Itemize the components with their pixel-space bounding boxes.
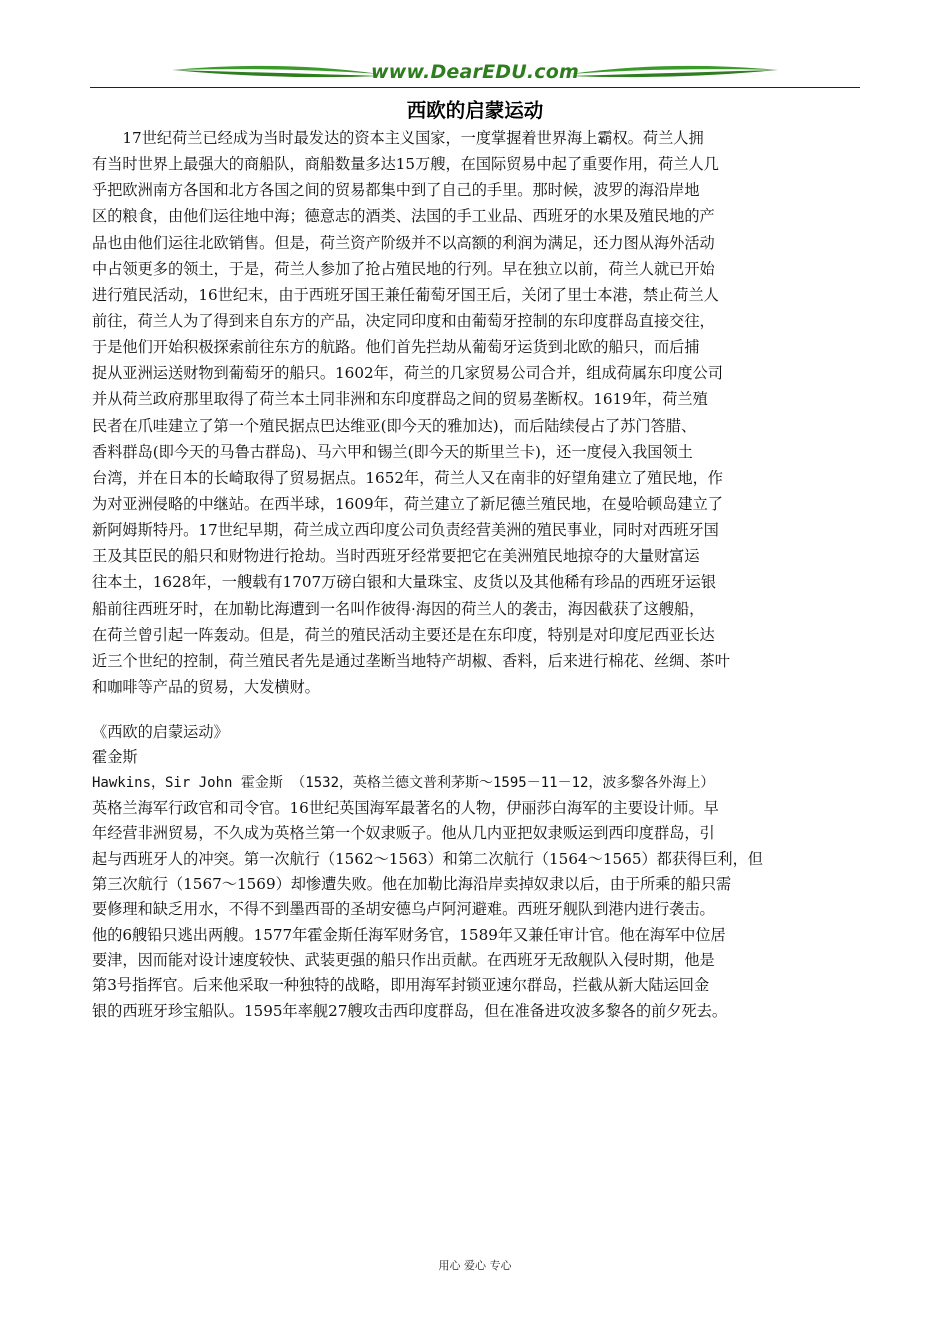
body-line: 第三次航行（1567～1569）却惨遭失败。他在加勒比海沿岸卖掉奴隶以后，由于所乘的船只需 — [92, 875, 732, 894]
section-heading: 霍金斯 — [92, 748, 138, 767]
body-line: 英格兰海军行政官和司令官。16世纪英国海军最著名的人物，伊丽莎白海军的主要设计师。早 — [92, 799, 719, 818]
page-footer: 用心 爱心 专心 — [438, 1259, 512, 1272]
body-line: 前往，荷兰人为了得到来自东方的产品，决定同印度和由葡萄牙控制的东印度群岛直接交往， — [92, 311, 715, 330]
article-body — [92, 125, 862, 700]
body-line: 台湾，并在日本的长崎取得了贸易据点。1652年，荷兰人又在南非的好望角建立了殖民地，作 — [92, 468, 723, 487]
body-line: 中占领更多的领土，于是，荷兰人参加了抢占殖民地的行列。早在独立以前，荷兰人就已开始 — [92, 259, 715, 278]
body-line: 和咖啡等产品的贸易，大发横财。 — [92, 677, 320, 696]
body-line: 往本土，1628年，一艘载有1707万磅白银和大量珠宝、皮货以及其他稀有珍品的西班牙运银 — [92, 573, 717, 592]
body-line: 乎把欧洲南方各国和北方各国之间的贸易都集中到了自己的手里。那时候，波罗的海沿岸地 — [92, 181, 700, 200]
body-line: 于是他们开始积极探索前往东方的航路。他们首先拦劫从葡萄牙运货到北欧的船只，而后捕 — [92, 338, 700, 357]
body-line: 在荷兰曾引起一阵轰动。但是，荷兰的殖民活动主要还是在东印度，特别是对印度尼西亚长达 — [92, 625, 715, 644]
body-line: 香料群岛(即今天的马鲁古群岛)、马六甲和锡兰(即今天的斯里兰卡)，还一度侵入我国领土 — [92, 442, 693, 461]
body-line: 起与西班牙人的冲突。第一次航行（1562～1563）和第二次航行（1564～1565）都获得巨利，但 — [92, 849, 763, 868]
body-line: 捉从亚洲运送财物到葡萄牙的船只。1602年，荷兰的几家贸易公司合并，组成荷属东印度公司 — [92, 364, 723, 383]
body-line: 要修理和缺乏用水，不得不到墨西哥的圣胡安德乌卢阿河避难。西班牙舰队到港内进行袭击。 — [92, 900, 715, 919]
body-line: 为对亚洲侵略的中继站。在西半球，1609年，荷兰建立了新尼德兰殖民地，在曼哈顿岛建立了 — [92, 494, 723, 513]
site-url: www.DearEDU.com — [370, 61, 580, 83]
body-line: 新阿姆斯特丹。17世纪早期，荷兰成立西印度公司负责经营美洲的殖民事业，同时对西班牙国 — [92, 521, 719, 540]
body-line: 王及其臣民的船只和财物进行抢劫。当时西班牙经常要把它在美洲殖民地掠夺的大量财富运 — [92, 547, 700, 566]
body-line: 区的粮食，由他们运往地中海；德意志的酒类、法国的手工业品、西班牙的水果及殖民地的产 — [92, 207, 715, 226]
body-line: 银的西班牙珍宝船队。1595年率舰27艘攻击西印度群岛，但在准备进攻波多黎各的前夕死去。 — [92, 1001, 728, 1020]
body-line: 船前往西班牙时，在加勒比海遭到一名叫作彼得·海因的荷兰人的袭击，海因截获了这艘船， — [92, 599, 705, 618]
body-line: 并从荷兰政府那里取得了荷兰本土同非洲和东印度群岛之间的贸易垄断权。1619年，荷兰殖 — [92, 390, 708, 409]
entry-first-line: Hawkins，Sir John 霍金斯 （1532，英格兰德文普利茅斯～1595－11－12，波多黎各外海上） — [92, 774, 715, 791]
site-header — [90, 58, 860, 90]
body-line: 有当时世界上最强大的商船队，商船数量多达15万艘，在国际贸易中起了重要作用，荷兰人几 — [92, 155, 719, 174]
body-line: 第3号指挥官。后来他采取一种独特的战略，即用海军封锁亚速尔群岛，拦截从新大陆运回金 — [92, 976, 710, 995]
body-line: 民者在爪哇建立了第一个殖民据点巴达维亚(即今天的雅加达)，而后陆续侵占了苏门答腊、 — [92, 416, 697, 435]
body-line: 近三个世纪的控制，荷兰殖民者先是通过垄断当地特产胡椒、香料，后来进行棉花、丝绸、茶叶 — [92, 651, 730, 670]
article-title: 西欧的启蒙运动 — [406, 99, 544, 122]
body-line: 进行殖民活动，16世纪末，由于西班牙国王兼任葡萄牙国王后，关闭了里士本港，禁止荷兰人 — [92, 285, 719, 304]
body-line: 年经营非洲贸易，不久成为英格兰第一个奴隶贩子。他从几内亚把奴隶贩运到西印度群岛，引 — [92, 824, 715, 843]
source-citation: 《西欧的启蒙运动》 — [92, 723, 229, 741]
hawkins-section — [92, 720, 862, 1024]
header-divider — [90, 87, 860, 88]
body-line: 他的6艘铅只逃出两艘。1577年霍金斯任海军财务官，1589年又兼任审计官。他在海军中位居 — [92, 925, 726, 944]
body-line: 17世纪荷兰已经成为当时最发达的资本主义国家，一度掌握着世界海上霸权。荷兰人拥 — [92, 129, 704, 147]
body-line: 品也由他们运往北欧销售。但是，荷兰资产阶级并不以高额的利润为满足，还力图从海外活动 — [92, 233, 715, 252]
body-line: 要津，因而能对设计速度较快、武装更强的船只作出贡献。在西班牙无敌舰队入侵时期，他是 — [92, 951, 715, 970]
